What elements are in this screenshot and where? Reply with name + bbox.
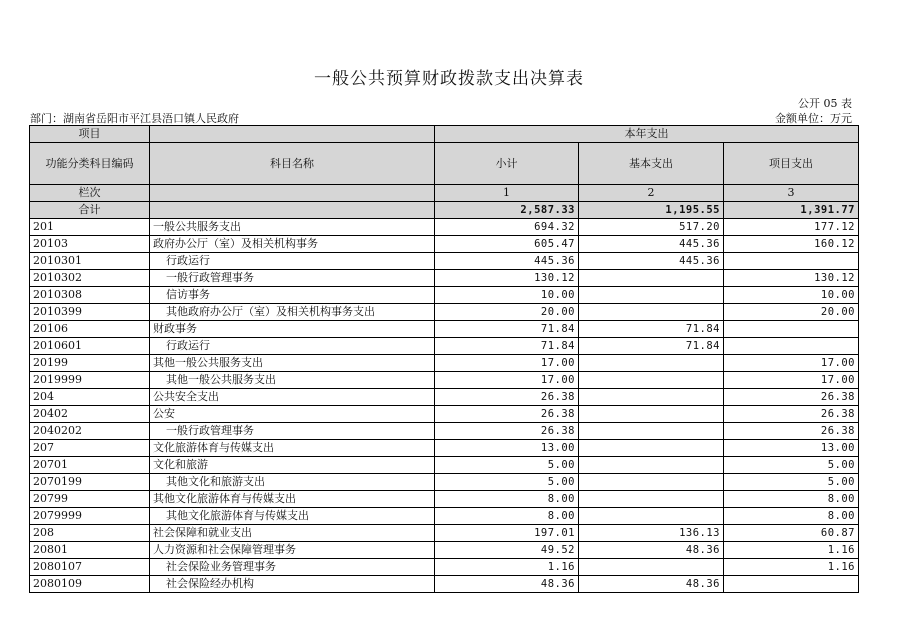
row-name: 人力资源和社会保障管理事务 — [150, 542, 435, 559]
row-name: 信访事务 — [150, 287, 435, 304]
table-row — [30, 474, 859, 491]
row-basic: 445.36 — [579, 253, 724, 270]
row-project: 160.12 — [724, 236, 859, 253]
header-current-year: 本年支出 — [435, 126, 859, 143]
row-subtotal: 605.47 — [435, 236, 579, 253]
row-basic — [579, 423, 724, 440]
header-row-label: 栏次 — [30, 185, 150, 202]
table-row — [30, 491, 859, 508]
row-project: 13.00 — [724, 440, 859, 457]
row-code: 20799 — [30, 491, 150, 508]
header-row-3 — [30, 185, 859, 202]
row-basic — [579, 372, 724, 389]
row-code: 20106 — [30, 321, 150, 338]
row-basic: 48.36 — [579, 576, 724, 593]
row-basic — [579, 355, 724, 372]
table-row — [30, 406, 859, 423]
row-subtotal: 10.00 — [435, 287, 579, 304]
row-subtotal: 17.00 — [435, 355, 579, 372]
row-subtotal: 49.52 — [435, 542, 579, 559]
table-row — [30, 389, 859, 406]
header-subtotal: 小计 — [435, 143, 579, 185]
row-subtotal: 71.84 — [435, 321, 579, 338]
row-subtotal: 1.16 — [435, 559, 579, 576]
table-row — [30, 304, 859, 321]
header-blank-2 — [150, 185, 435, 202]
row-project: 1.16 — [724, 559, 859, 576]
row-subtotal: 445.36 — [435, 253, 579, 270]
row-project: 17.00 — [724, 372, 859, 389]
row-project: 26.38 — [724, 389, 859, 406]
row-name: 其他政府办公厅（室）及相关机构事务支出 — [150, 304, 435, 321]
row-basic — [579, 304, 724, 321]
row-code: 2010308 — [30, 287, 150, 304]
row-project: 10.00 — [724, 287, 859, 304]
row-basic: 517.20 — [579, 219, 724, 236]
row-code: 204 — [30, 389, 150, 406]
row-basic: 71.84 — [579, 338, 724, 355]
page-title: 一般公共预算财政拨款支出决算表 — [314, 69, 584, 89]
row-code: 2010399 — [30, 304, 150, 321]
row-subtotal: 5.00 — [435, 474, 579, 491]
row-code: 20103 — [30, 236, 150, 253]
row-code: 20402 — [30, 406, 150, 423]
row-name: 文化旅游体育与传媒支出 — [150, 440, 435, 457]
total-basic: 1,195.55 — [579, 202, 724, 219]
table-row — [30, 287, 859, 304]
table-row — [30, 440, 859, 457]
row-subtotal: 26.38 — [435, 423, 579, 440]
row-name: 公安 — [150, 406, 435, 423]
table-row — [30, 576, 859, 593]
row-name: 行政运行 — [150, 253, 435, 270]
row-basic — [579, 508, 724, 525]
row-name: 行政运行 — [150, 338, 435, 355]
row-code: 207 — [30, 440, 150, 457]
header-item: 项目 — [30, 126, 150, 143]
row-subtotal: 26.38 — [435, 406, 579, 423]
row-name: 其他文化旅游体育与传媒支出 — [150, 491, 435, 508]
row-project: 1.16 — [724, 542, 859, 559]
row-basic — [579, 474, 724, 491]
row-code: 2010302 — [30, 270, 150, 287]
row-project: 26.38 — [724, 423, 859, 440]
row-project: 17.00 — [724, 355, 859, 372]
table-row — [30, 525, 859, 542]
header-col3: 3 — [724, 185, 859, 202]
row-subtotal: 5.00 — [435, 457, 579, 474]
row-name: 一般公共服务支出 — [150, 219, 435, 236]
total-subtotal: 2,587.33 — [435, 202, 579, 219]
total-label: 合计 — [30, 202, 150, 219]
row-code: 2070199 — [30, 474, 150, 491]
row-basic — [579, 389, 724, 406]
department-label: 部门：湖南省岳阳市平江县浯口镇人民政府 — [30, 112, 239, 125]
row-name: 其他一般公共服务支出 — [150, 355, 435, 372]
row-basic: 48.36 — [579, 542, 724, 559]
row-name: 一般行政管理事务 — [150, 270, 435, 287]
row-project — [724, 253, 859, 270]
table-row — [30, 219, 859, 236]
row-basic — [579, 457, 724, 474]
row-code: 20801 — [30, 542, 150, 559]
table-row — [30, 270, 859, 287]
table-row — [30, 338, 859, 355]
row-code: 201 — [30, 219, 150, 236]
row-project: 8.00 — [724, 491, 859, 508]
row-basic — [579, 491, 724, 508]
unit-label: 金额单位：万元 — [775, 112, 852, 125]
row-name: 财政事务 — [150, 321, 435, 338]
row-code: 208 — [30, 525, 150, 542]
row-code: 2019999 — [30, 372, 150, 389]
row-subtotal: 17.00 — [435, 372, 579, 389]
row-name: 其他一般公共服务支出 — [150, 372, 435, 389]
header-row-2 — [30, 143, 859, 185]
row-basic: 136.13 — [579, 525, 724, 542]
table-row — [30, 508, 859, 525]
row-name: 一般行政管理事务 — [150, 423, 435, 440]
row-name: 公共安全支出 — [150, 389, 435, 406]
row-code: 2080107 — [30, 559, 150, 576]
header-blank — [150, 126, 435, 143]
row-name: 其他文化和旅游支出 — [150, 474, 435, 491]
table-row — [30, 372, 859, 389]
row-subtotal: 26.38 — [435, 389, 579, 406]
row-project: 5.00 — [724, 474, 859, 491]
header-code: 功能分类科目编码 — [30, 143, 150, 185]
header-basic: 基本支出 — [579, 143, 724, 185]
row-basic: 71.84 — [579, 321, 724, 338]
row-subtotal: 71.84 — [435, 338, 579, 355]
row-project: 20.00 — [724, 304, 859, 321]
row-basic — [579, 406, 724, 423]
table-row — [30, 423, 859, 440]
row-project: 177.12 — [724, 219, 859, 236]
row-code: 2080109 — [30, 576, 150, 593]
row-basic — [579, 440, 724, 457]
row-code: 2079999 — [30, 508, 150, 525]
row-code: 20701 — [30, 457, 150, 474]
table-row — [30, 253, 859, 270]
row-subtotal: 48.36 — [435, 576, 579, 593]
row-code: 2010301 — [30, 253, 150, 270]
form-number: 公开 05 表 — [798, 97, 852, 110]
row-name: 政府办公厅（室）及相关机构事务 — [150, 236, 435, 253]
row-name: 文化和旅游 — [150, 457, 435, 474]
header-name: 科目名称 — [150, 143, 435, 185]
row-project: 8.00 — [724, 508, 859, 525]
row-code: 20199 — [30, 355, 150, 372]
table-row — [30, 355, 859, 372]
row-subtotal: 130.12 — [435, 270, 579, 287]
row-code: 2040202 — [30, 423, 150, 440]
row-subtotal: 8.00 — [435, 491, 579, 508]
row-subtotal: 694.32 — [435, 219, 579, 236]
expenditure-table — [29, 125, 859, 593]
row-name: 社会保险经办机构 — [150, 576, 435, 593]
header-col1: 1 — [435, 185, 579, 202]
row-basic — [579, 270, 724, 287]
table-row — [30, 236, 859, 253]
row-project — [724, 576, 859, 593]
row-name: 其他文化旅游体育与传媒支出 — [150, 508, 435, 525]
row-project: 60.87 — [724, 525, 859, 542]
header-project: 项目支出 — [724, 143, 859, 185]
row-project — [724, 338, 859, 355]
row-basic — [579, 559, 724, 576]
row-subtotal: 20.00 — [435, 304, 579, 321]
row-name: 社会保险业务管理事务 — [150, 559, 435, 576]
row-project: 5.00 — [724, 457, 859, 474]
table-row — [30, 457, 859, 474]
row-subtotal: 8.00 — [435, 508, 579, 525]
total-blank — [150, 202, 435, 219]
table-row — [30, 321, 859, 338]
row-project — [724, 321, 859, 338]
table-row — [30, 559, 859, 576]
header-col2: 2 — [579, 185, 724, 202]
row-subtotal: 13.00 — [435, 440, 579, 457]
header-row-1 — [30, 126, 859, 143]
total-project: 1,391.77 — [724, 202, 859, 219]
row-name: 社会保障和就业支出 — [150, 525, 435, 542]
table-row — [30, 542, 859, 559]
row-subtotal: 197.01 — [435, 525, 579, 542]
row-project: 26.38 — [724, 406, 859, 423]
row-basic — [579, 287, 724, 304]
row-basic: 445.36 — [579, 236, 724, 253]
row-code: 2010601 — [30, 338, 150, 355]
row-project: 130.12 — [724, 270, 859, 287]
total-row — [30, 202, 859, 219]
